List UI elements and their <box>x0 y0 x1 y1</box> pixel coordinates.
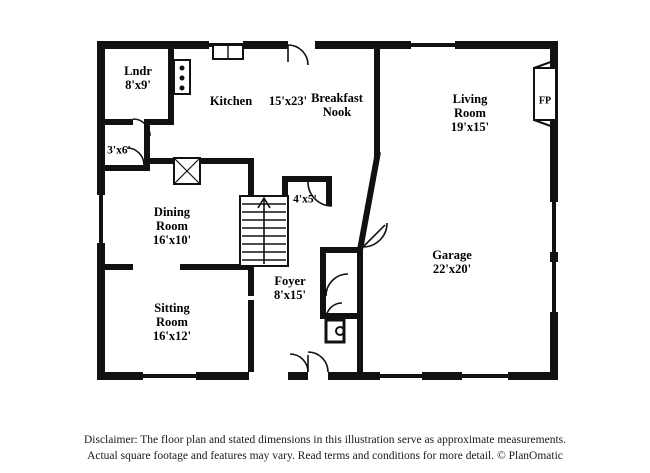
disclaimer <box>0 432 650 465</box>
room-label-garage: Garage 22'x20' <box>432 248 472 276</box>
room-label-kitchen: Kitchen <box>209 94 253 108</box>
room-label-foyer: Foyer 8'x15' <box>274 274 306 302</box>
fireplace <box>534 60 556 128</box>
room-label-living-room: Living Room 19'x15' <box>450 92 490 134</box>
stairs <box>240 196 288 266</box>
room-label-kitchen-dimensions: 15'x23' <box>268 94 308 108</box>
disclaimer-line-1: Disclaimer: The floor plan and stated dimensions in this illustration serve as approximate measurements. <box>83 433 567 446</box>
disclaimer-line-2: Actual square footage and features may vary. Read terms and conditions for more detail. © PlanOmatic <box>87 450 563 463</box>
room-label-sitting-room: Sitting Room 16'x12' <box>152 301 192 343</box>
room-label-closet-3x6: 3'x6' <box>107 144 131 157</box>
room-label-breakfast-nook: Breakfast Nook <box>311 91 363 119</box>
room-label-fireplace: FP <box>538 95 552 107</box>
room-label-laundry: Lndr 8'x9' <box>124 64 152 92</box>
room-label-dining-room: Dining Room 16'x10' <box>152 205 192 247</box>
room-label-closet-4x5: 4'x5' <box>293 193 317 206</box>
